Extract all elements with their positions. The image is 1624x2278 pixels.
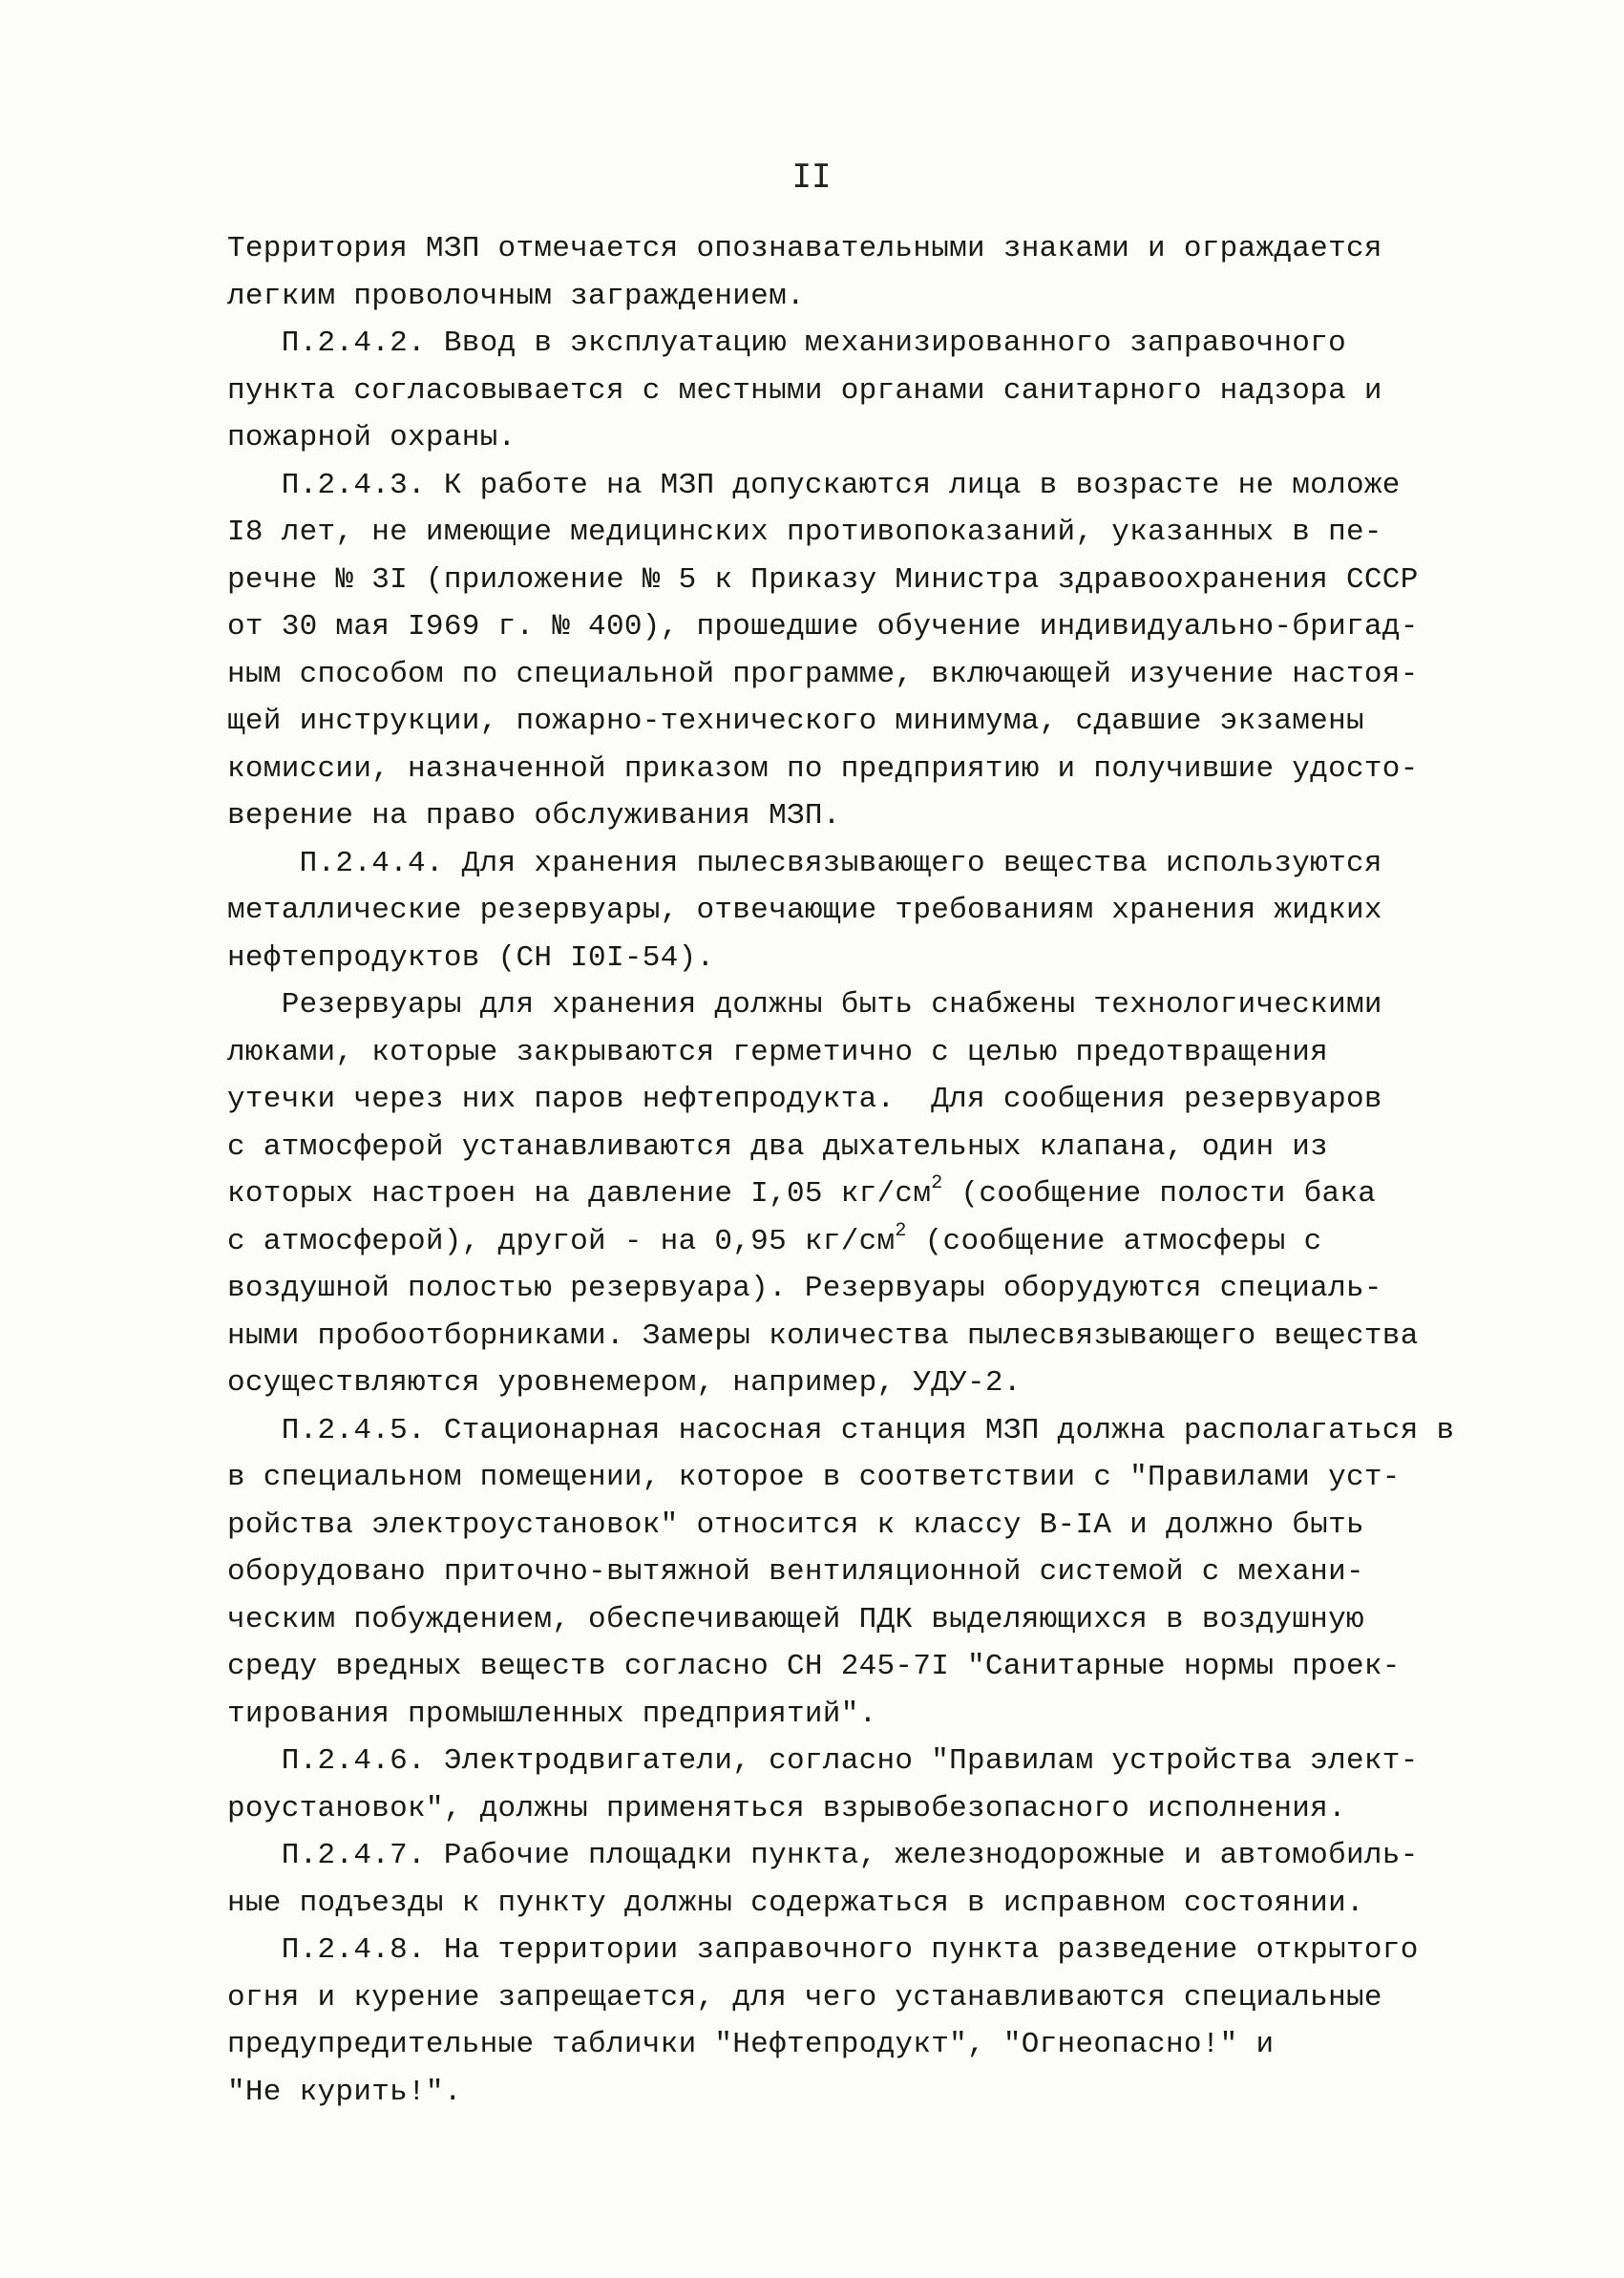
text-line: нефтепродуктов (СН I0I-54). — [227, 940, 715, 975]
text-line: Резервуары для хранения должны быть снабжены технологическими — [227, 988, 1382, 1022]
text-line: ными пробоотборниками. Замеры количества пылесвязывающего вещества — [227, 1318, 1419, 1353]
paragraph-p-2-4-3 — [227, 462, 1497, 840]
text-line: металлические резервуары, отвечающие требованиям хранения жидких — [227, 894, 1382, 927]
text-line: П.2.4.8. На территории заправочного пункта разведение открытого — [227, 1933, 1419, 1967]
text-line: пункта согласовывается с местными органами санитарного надзора и — [227, 373, 1382, 408]
text-line: оборудовано приточно-вытяжной вентиляционной системой с механи- — [227, 1555, 1364, 1589]
text-line: от 30 мая I969 г. № 400), прошедшие обучение индивидуально-бригад- — [227, 610, 1419, 643]
page-number: II — [791, 158, 832, 196]
text-line: утечки через них паров нефтепродукта. Для сообщения резервуаров — [227, 1083, 1382, 1116]
document-body — [227, 225, 1497, 2116]
paragraph-p-reservoirs — [227, 981, 1497, 1407]
text-line: роустановок", должны применяться взрывобезопасного исполнения. — [227, 1791, 1346, 1825]
text-line: П.2.4.6. Электродвигатели, согласно "Правилам устройства элект- — [227, 1744, 1419, 1778]
text-line: П.2.4.3. К работе на МЗП допускаются лица в возрасте не моложе — [227, 468, 1401, 502]
text-line — [227, 1171, 1497, 1218]
paragraph-p-2-4-4 — [227, 840, 1497, 982]
text-line: П.2.4.7. Рабочие площадки пункта, железнодорожные и автомобиль- — [227, 1839, 1419, 1872]
text-line: ные подъезды к пункту должны содержаться в исправном состоянии. — [227, 1886, 1364, 1920]
superscript-exponent: 2 — [895, 1219, 907, 1242]
paragraph-p-2-4-2 — [227, 320, 1497, 462]
text-line: П.2.4.4. Для хранения пылесвязывающего вещества используются — [227, 846, 1382, 880]
text-line: Территория МЗП отмечается опознавательными знаками и ограждается — [227, 232, 1382, 265]
text-line: предупредительные таблички "Нефтепродукт", "Огнеопасно!" и — [227, 2028, 1275, 2061]
paragraph-p-2-4-7 — [227, 1832, 1497, 1927]
text-line-part: которых настроен на давление I,05 кг/см — [227, 1177, 932, 1211]
text-line: ным способом по специальной программе, включающей изучение настоя- — [227, 657, 1419, 691]
text-line-part: (сообщение полости бака — [942, 1177, 1377, 1211]
text-line: щей инструкции, пожарно-технического минимума, сдавшие экзамены — [227, 705, 1364, 738]
text-line: в специальном помещении, которое в соответствии с "Правилами уст- — [227, 1461, 1401, 1494]
paragraph-p-2-4-8 — [227, 1927, 1497, 2116]
text-line: пожарной охраны. — [227, 421, 517, 454]
text-line-part: с атмосферой), другой - на 0,95 кг/см — [227, 1224, 896, 1258]
text-line: люками, которые закрываются герметично с целью предотвращения — [227, 1035, 1329, 1069]
paragraph-p-intro — [227, 225, 1497, 320]
paragraph-p-2-4-6 — [227, 1738, 1497, 1832]
text-line: I8 лет, не имеющие медицинских противопоказаний, указанных в пе- — [227, 516, 1382, 549]
text-line-part: (сообщение атмосферы с — [906, 1224, 1322, 1258]
text-line: П.2.4.2. Ввод в эксплуатацию механизированного заправочного — [227, 327, 1346, 360]
text-line: огня и курение запрещается, для чего устанавливаются специальные — [227, 1980, 1382, 2014]
text-line: с атмосферой устанавливаются два дыхательных клапана, один из — [227, 1129, 1329, 1164]
text-line: речне № 3I (приложение № 5 к Приказу Министра здравоохранения СССР — [227, 562, 1419, 597]
text-line: ческим побуждением, обеспечивающей ПДК выделяющихся в воздушную — [227, 1602, 1364, 1636]
text-line: П.2.4.5. Стационарная насосная станция МЗП должна располагаться в — [227, 1413, 1455, 1447]
paragraph-p-2-4-5 — [227, 1407, 1497, 1739]
text-line: комиссии, назначенной приказом по предприятию и получившие удосто- — [227, 751, 1419, 786]
text-line: ройства электроустановок" относится к классу В-IA и должно быть — [227, 1508, 1364, 1542]
text-line: среду вредных веществ согласно СН 245-7I "Санитарные нормы проек- — [227, 1650, 1401, 1683]
superscript-exponent: 2 — [931, 1172, 943, 1194]
text-line: осуществляются уровнемером, например, УДУ-2. — [227, 1366, 1022, 1400]
text-line: легким проволочным заграждением. — [227, 279, 805, 313]
text-line — [227, 1218, 1497, 1266]
text-line: верение на право обслуживания МЗП. — [227, 799, 841, 833]
text-line: "Не курить!". — [227, 2075, 462, 2109]
text-line: воздушной полостью резервуара). Резервуары оборудуются специаль- — [227, 1272, 1382, 1305]
text-line: тирования промышленных предприятий". — [227, 1697, 877, 1731]
